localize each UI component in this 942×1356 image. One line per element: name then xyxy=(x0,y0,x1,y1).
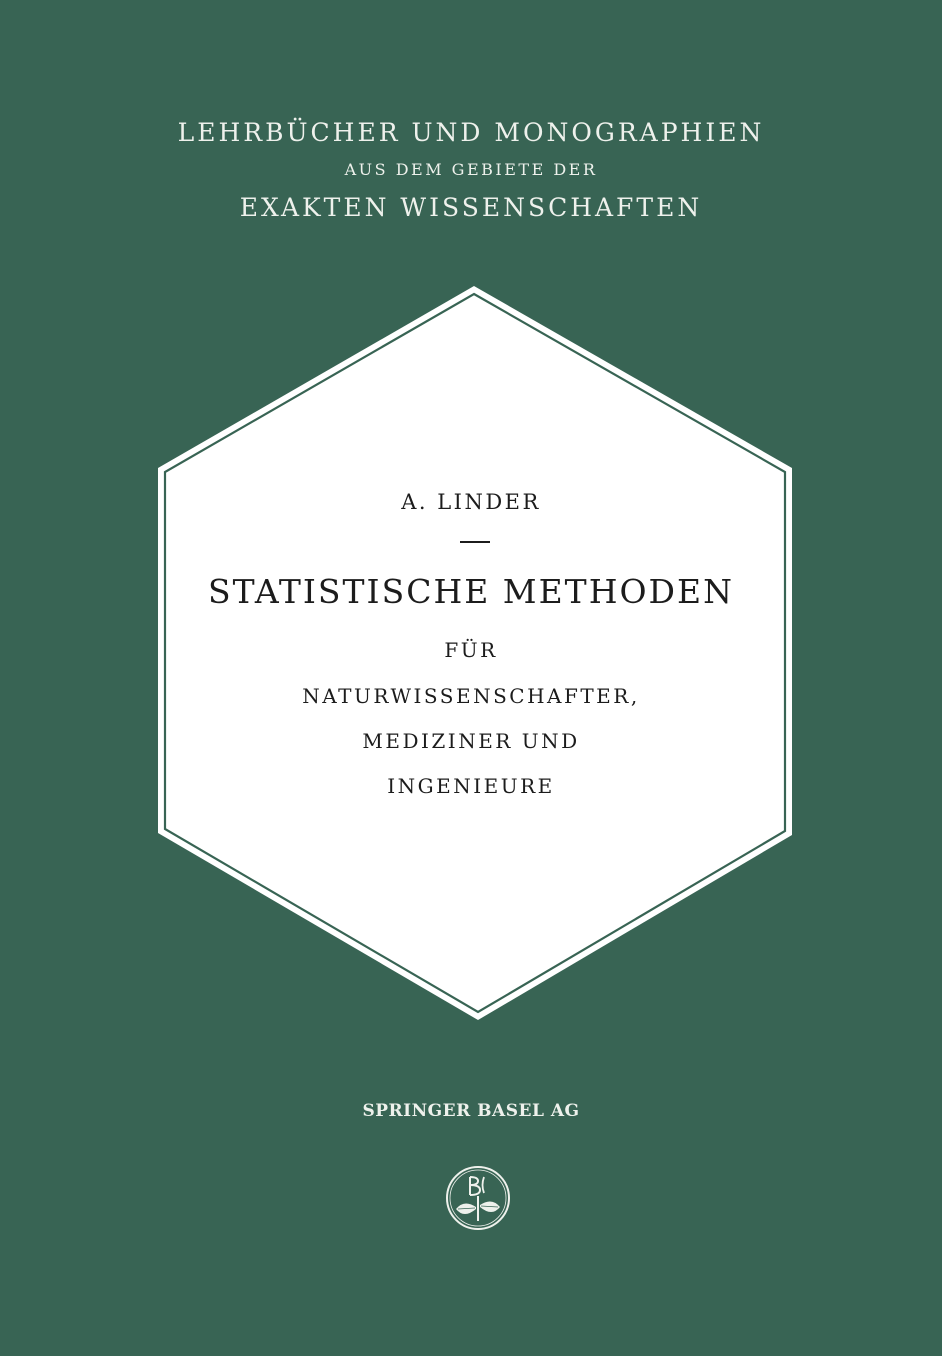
book-title: STATISTISCHE METHODEN xyxy=(208,572,734,611)
author-name: A. LINDER xyxy=(401,490,541,514)
subtitle-line-1: FÜR xyxy=(444,638,498,662)
subtitle-line-3: MEDIZINER UND xyxy=(362,729,580,753)
title-separator xyxy=(460,541,490,543)
subtitle-line-4: INGENIEURE xyxy=(387,774,555,798)
series-title-line-2: AUS DEM GEBIETE DER xyxy=(344,160,598,179)
birkhauser-leaf-logo-icon xyxy=(444,1163,514,1239)
subtitle-line-2: NATURWISSENSCHAFTER, xyxy=(302,684,640,708)
series-title-line-3: EXAKTEN WISSENSCHAFTEN xyxy=(239,193,703,222)
series-title-line-1: LEHRBÜCHER UND MONOGRAPHIEN xyxy=(177,118,765,147)
publisher-name: SPRINGER BASEL AG xyxy=(362,1101,580,1121)
